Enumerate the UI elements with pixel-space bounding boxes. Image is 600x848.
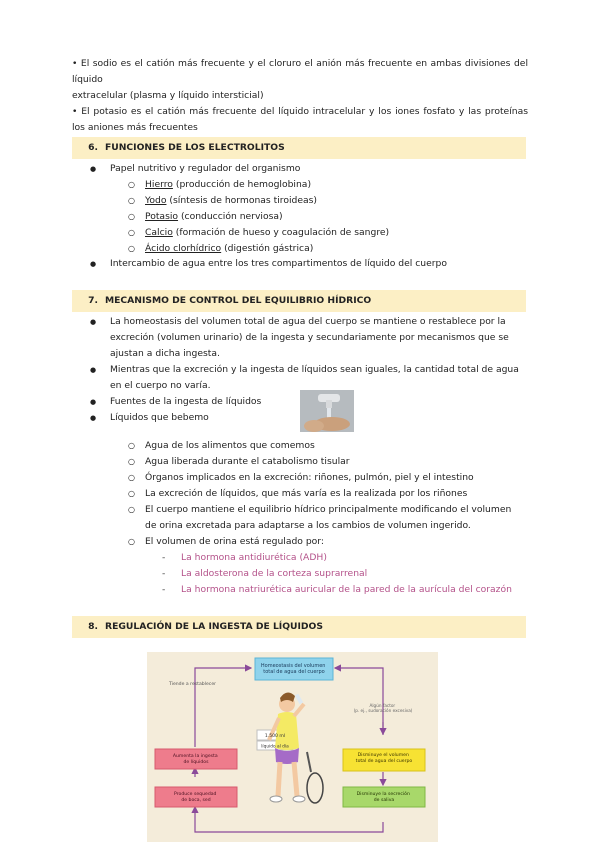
volume-label: 1.500 ml xyxy=(264,734,286,739)
list-item: ○ Agua liberada durante el catabolismo tisular xyxy=(128,454,524,470)
volume-decrease-label-2: total de agua del cuerpo xyxy=(355,759,413,764)
tends-label: Tiende a restablecer xyxy=(169,682,217,687)
list-item: ● Mientras que la excreción y la ingesta de líquidos sean iguales, la cantidad total de agua en el cuerpo no varía. xyxy=(90,362,526,394)
list-item: ○ Órganos implicados en la excreción: riñones, pulmón, piel y el intestino xyxy=(128,470,524,486)
section-7-heading xyxy=(72,290,526,312)
volume-decrease-label-1: Disminuye el volumen xyxy=(357,753,409,758)
svg-text:Homeostasis del volumen xyxy=(261,663,327,675)
section-6-heading xyxy=(72,137,526,159)
arrow-left-up xyxy=(195,668,251,747)
list-item: ● Fuentes de la ingesta de líquidos xyxy=(90,394,526,410)
section-title: MECANISMO DE CONTROL DEL EQUILIBRIO HÍDRICO xyxy=(105,295,372,306)
factor-label-2: (p. ej., sudoración excesiva) xyxy=(353,708,413,713)
section-number: 8. xyxy=(88,621,98,632)
svg-text:Algún factor (p. ej., xyxy=(354,703,413,713)
electrolyte-name: Hierro xyxy=(145,179,173,190)
per-day-label: líquido al día xyxy=(261,744,289,750)
thirst-label-2: de boca, sed xyxy=(181,798,211,803)
section-6-list xyxy=(90,161,530,177)
list-item xyxy=(128,209,528,225)
arrow-right-up xyxy=(335,668,383,735)
intake-sublist xyxy=(128,438,524,550)
list-item xyxy=(128,225,528,241)
section-title: REGULACIÓN DE LA INGESTA DE LÍQUIDOS xyxy=(105,621,323,632)
section-number: 6. xyxy=(88,142,98,153)
electrolyte-name: Calcio xyxy=(145,227,173,238)
diagram-canvas xyxy=(147,652,438,842)
intro-text xyxy=(72,56,528,136)
hormone-item: - La aldosterona de la corteza suprarrenal xyxy=(162,566,542,582)
factor-label-1: Algún factor xyxy=(369,703,396,708)
homeostasis-label-1: Homeostasis del volumen xyxy=(260,663,326,669)
hormone-item: - La hormona antidiurética (ADH) xyxy=(162,550,542,566)
section-8-heading xyxy=(72,616,526,638)
electrolyte-function: (digestión gástrica) xyxy=(221,243,314,254)
intake-label-1: Aumenta la ingesta xyxy=(172,754,218,759)
sodium-paragraph-cont: extracelular (plasma y líquido intersticial) xyxy=(72,90,264,101)
electrolyte-function: (formación de hueso y coagulación de sangre) xyxy=(172,227,390,238)
saliva-label-2: de saliva xyxy=(373,798,395,803)
list-item: ○ Agua de los alimentos que comemos xyxy=(128,438,524,454)
list-item xyxy=(128,177,528,193)
thirst-box xyxy=(155,787,237,807)
faucet-water-icon xyxy=(300,390,354,432)
electrolyte-function: (síntesis de hormonas tiroideas) xyxy=(166,195,318,206)
list-item: ○ El volumen de orina está regulado por: xyxy=(128,534,524,550)
electrolyte-name: Potasio xyxy=(145,211,179,222)
list-item xyxy=(128,241,528,257)
intake-box xyxy=(155,749,237,769)
electrolyte-function: (producción de hemoglobina) xyxy=(172,179,312,190)
electrolyte-name: Yodo xyxy=(145,195,167,206)
list-item: ○ La excreción de líquidos, que más varía es la realizada por los riñones xyxy=(128,486,524,502)
homeostasis-label-2: total de agua del cuerpo xyxy=(263,669,325,675)
sodium-paragraph: • El sodio es el catión más frecuente y el cloruro el anión más frecuente en ambas divisiones del líquido xyxy=(72,58,528,85)
potassium-paragraph: • El potasio es el catión más frecuente del líquido intracelular y los iones fosfato y las proteínas los aniones más frecuentes xyxy=(72,106,528,133)
section-title: FUNCIONES DE LOS ELECTROLITOS xyxy=(105,142,285,153)
list-item: ○ El cuerpo mantiene el equilibrio hídrico principalmente modificando el volumen de orina excretada para adaptarse a los cambios de volumen ingerido. xyxy=(128,502,524,534)
list-item: ● Papel nutritivo y regulador del organismo xyxy=(90,161,530,177)
intake-label-2: de líquidos xyxy=(183,760,209,765)
saliva-label-1: Disminuye la secreción xyxy=(356,792,410,797)
electrolyte-name: Ácido clorhídrico xyxy=(145,243,222,254)
arrow-bottom-loop xyxy=(195,807,383,832)
hormone-list xyxy=(162,550,542,598)
hormone-item: - La hormona natriurética auricular de la pared de la aurícula del corazón xyxy=(162,582,542,598)
thirst-label-1: Produce sequedad xyxy=(174,792,217,797)
electrolyte-function: (conducción nerviosa) xyxy=(178,211,283,222)
list-item: ● Intercambio de agua entre los tres compartimentos de líquido del cuerpo xyxy=(90,256,530,272)
electrolyte-sublist xyxy=(128,177,528,257)
fluid-intake-diagram xyxy=(147,652,438,842)
section-number: 7. xyxy=(88,295,98,306)
saliva-box xyxy=(343,787,425,807)
list-item xyxy=(128,193,528,209)
list-item: ● La homeostasis del volumen total de agua del cuerpo se mantiene o restablece por la excreción (volumen urinario) de la ingesta y secundariamente por mecanismos que se ajustan a dicha ingesta. xyxy=(90,314,526,362)
list-item: ● Líquidos que bebemo xyxy=(90,410,526,426)
section-6-list-2 xyxy=(90,256,530,272)
faucet-photo xyxy=(300,390,354,432)
